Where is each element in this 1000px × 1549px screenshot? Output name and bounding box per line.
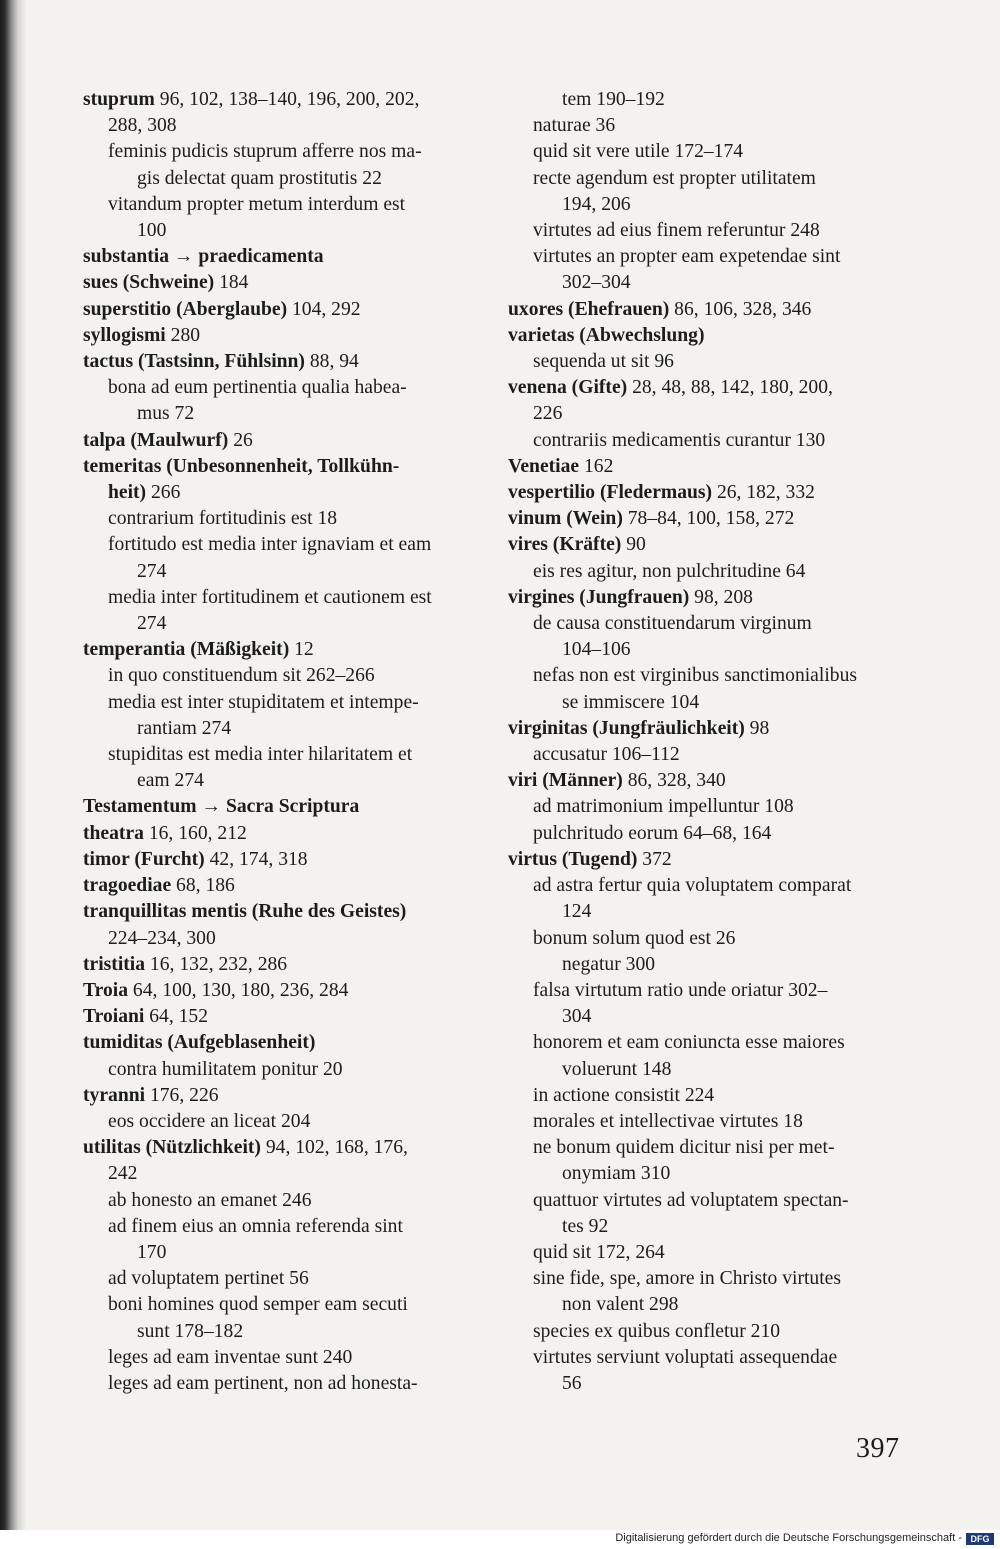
- index-continuation-line: sunt 178–182: [137, 1320, 244, 1342]
- page-references: 86, 106, 328, 346: [669, 298, 812, 320]
- index-heading-line: [83, 637, 493, 663]
- index-subentry-line: bonum solum quod est 26: [533, 927, 736, 949]
- index-heading-line: [508, 375, 918, 401]
- index-keyword: virginitas (Jungfräulichkeit): [508, 717, 745, 739]
- index-continuation-line: 224–234, 300: [108, 927, 216, 949]
- digitization-footer: [0, 1530, 1000, 1549]
- page-references: 162: [579, 455, 614, 477]
- index-subentry-line: leges ad eam inventae sunt 240: [108, 1346, 353, 1368]
- index-heading-line: [83, 847, 493, 873]
- index-heading-line: [83, 794, 493, 820]
- index-column-left: [83, 87, 493, 1397]
- page-references: 78–84, 100, 158, 272: [622, 508, 795, 530]
- index-heading-line: [83, 821, 493, 847]
- index-heading-line: [83, 323, 493, 349]
- page-references: 42, 174, 318: [204, 848, 308, 870]
- page-references: 16, 132, 232, 286: [145, 953, 288, 975]
- index-keyword: Troia: [83, 979, 128, 1001]
- page-references: 88, 94: [304, 351, 359, 373]
- index-heading-line: [83, 1004, 493, 1030]
- index-subentry-line: recte agendum est propter utilitatem: [533, 167, 816, 189]
- index-subentry-line: ad astra fertur quia voluptatem comparat: [533, 875, 852, 897]
- index-subentry-line: virtutes ad eius finem referuntur 248: [533, 220, 820, 242]
- index-subentry-line: bona ad eum pertinentia qualia habea-: [108, 377, 407, 399]
- index-subentry-line: contra humilitatem ponitur 20: [108, 1058, 343, 1080]
- page-references: 94, 102, 168, 176,: [260, 1137, 408, 1159]
- index-continuation-line: se immiscere 104: [562, 691, 700, 713]
- index-continuation-line: 242: [108, 1163, 138, 1185]
- index-keyword: utilitas (Nützlichkeit): [83, 1137, 261, 1159]
- index-continuation-line: 104–106: [562, 639, 631, 661]
- index-subentry-line: boni homines quod semper eam secuti: [108, 1294, 408, 1316]
- index-heading-line: [83, 952, 493, 978]
- page-references: 12: [289, 639, 314, 661]
- index-continuation-line: tes 92: [562, 1215, 609, 1237]
- page-references: 90: [621, 534, 646, 556]
- index-heading-line: [508, 480, 918, 506]
- page-references: 16, 160, 212: [143, 822, 247, 844]
- index-subentry-line: stupiditas est media inter hilaritatem et: [108, 744, 413, 766]
- index-keyword: temeritas (Unbesonnenheit, Tollkühn-: [83, 455, 400, 477]
- index-continuation-line: 170: [137, 1241, 167, 1263]
- index-continuation-line: 274: [137, 613, 167, 635]
- index-subentry-line: ne bonum quidem dicitur nisi per met-: [533, 1137, 835, 1159]
- index-continuation-line: 304: [562, 1006, 592, 1028]
- index-subentry-line: ab honesto an emanet 246: [108, 1189, 312, 1211]
- index-subentry-line: virtutes an propter eam expetendae sint: [533, 246, 841, 268]
- page-references: 98, 208: [689, 586, 753, 608]
- index-continuation-line: 56: [562, 1372, 582, 1394]
- page-references: 96, 102, 138–140, 196, 200, 202,: [154, 89, 420, 110]
- index-heading-line: [83, 480, 493, 506]
- index-heading-line: [83, 428, 493, 454]
- index-continuation-line: 288, 308: [108, 115, 177, 137]
- index-subentry-line: eos occidere an liceat 204: [108, 1110, 311, 1132]
- index-subentry-line: falsa virtutum ratio unde oriatur 302–: [533, 979, 828, 1001]
- index-subentry-line: pulchritudo eorum 64–68, 164: [533, 822, 772, 844]
- index-heading-line: [508, 506, 918, 532]
- index-keyword: stuprum: [83, 89, 155, 110]
- index-keyword: vespertilio (Fledermaus): [508, 482, 713, 504]
- index-keyword: talpa (Maulwurf): [83, 429, 229, 451]
- index-heading-line: [83, 87, 493, 113]
- index-continuation-line: gis delectat quam prostitutis 22: [137, 167, 382, 189]
- index-continuation-line: 302–304: [562, 272, 631, 294]
- index-continuation-line: 100: [137, 220, 167, 242]
- page-references: 372: [637, 848, 672, 870]
- index-column-right: [508, 87, 918, 1397]
- page-references: 184: [214, 272, 249, 294]
- index-subentry-line: sequenda ut sit 96: [533, 351, 674, 373]
- index-heading-line: [83, 244, 493, 270]
- index-heading-line: [83, 1030, 493, 1056]
- index-continuation-line: tem 190–192: [562, 89, 665, 110]
- index-subentry-line: species ex quibus confletur 210: [533, 1320, 781, 1342]
- index-subentry-line: vitandum propter metum interdum est: [108, 193, 406, 215]
- page-references: 86, 328, 340: [622, 770, 726, 792]
- page-references: 176, 226: [145, 1084, 219, 1106]
- dfg-logo-icon: DFG: [966, 1533, 994, 1545]
- index-subentry-line: leges ad eam pertinent, non ad honesta-: [108, 1372, 418, 1394]
- index-heading-line: [508, 532, 918, 558]
- index-heading-line: [508, 585, 918, 611]
- index-keyword: varietas (Abwechslung): [508, 324, 705, 346]
- index-subentry-line: nefas non est virginibus sanctimonialibus: [533, 665, 857, 687]
- page-references: 64, 100, 130, 180, 236, 284: [128, 979, 349, 1001]
- page-number: 397: [856, 1433, 900, 1464]
- index-subentry-line: in quo constituendum sit 262–266: [108, 665, 375, 687]
- index-keyword: tyranni: [83, 1084, 146, 1106]
- index-heading-line: [83, 454, 493, 480]
- index-subentry-line: contrarium fortitudinis est 18: [108, 508, 338, 530]
- index-subentry-line: fortitudo est media inter ignaviam et eam: [108, 534, 432, 556]
- page-references: 266: [146, 482, 181, 504]
- index-heading-line: [508, 716, 918, 742]
- index-heading-line: [508, 847, 918, 873]
- index-keyword: Troiani: [83, 1006, 145, 1028]
- index-heading-line: [83, 978, 493, 1004]
- index-subentry-line: ad matrimonium impelluntur 108: [533, 796, 794, 818]
- index-keyword: substantia → praedicamenta: [83, 246, 324, 268]
- index-subentry-line: quid sit vere utile 172–174: [533, 141, 744, 163]
- page-references: 280: [165, 324, 201, 346]
- index-heading-line: [83, 297, 493, 323]
- index-keyword: vinum (Wein): [508, 508, 623, 530]
- index-keyword: syllogismi: [83, 324, 166, 346]
- index-continuation-line: mus 72: [137, 403, 195, 425]
- index-subentry-line: quid sit 172, 264: [533, 1241, 665, 1263]
- index-continuation-line: 194, 206: [562, 193, 631, 215]
- page-references: 64, 152: [144, 1006, 209, 1028]
- index-subentry-line: feminis pudicis stuprum afferre nos ma-: [108, 141, 422, 163]
- index-keyword: superstitio (Aberglaube): [83, 298, 288, 320]
- index-continuation-line: 274: [137, 560, 167, 582]
- index-keyword: tumiditas (Aufgeblasenheit): [83, 1032, 316, 1054]
- index-subentry-line: contrariis medicamentis curantur 130: [533, 429, 826, 451]
- index-keyword: tristitia: [83, 953, 146, 975]
- index-continuation-line: non valent 298: [562, 1294, 679, 1316]
- index-continuation-line: eam 274: [137, 770, 204, 792]
- index-subentry-line: morales et intellectivae virtutes 18: [533, 1110, 803, 1132]
- index-heading-line: [508, 297, 918, 323]
- index-subentry-line: accusatur 106–112: [533, 744, 680, 766]
- index-heading-line: [83, 1083, 493, 1109]
- index-continuation-line: onymiam 310: [562, 1163, 671, 1185]
- index-keyword: tragoediae: [83, 875, 172, 897]
- index-subentry-line: ad voluptatem pertinet 56: [108, 1268, 309, 1290]
- index-heading-line: [83, 349, 493, 375]
- index-subentry-line: sine fide, spe, amore in Christo virtutes: [533, 1268, 841, 1290]
- page-references: 68, 186: [171, 875, 235, 897]
- index-heading-line: [83, 899, 493, 925]
- index-subentry-line: quattuor virtutes ad voluptatem spectan-: [533, 1189, 849, 1211]
- page-references: 26, 182, 332: [712, 482, 815, 504]
- page-references: 28, 48, 88, 142, 180, 200,: [627, 377, 833, 399]
- index-heading-line: [83, 873, 493, 899]
- index-keyword: virtus (Tugend): [508, 848, 638, 870]
- index-continuation-line: negatur 300: [562, 953, 656, 975]
- index-subentry-line: ad finem eius an omnia referenda sint: [108, 1215, 403, 1237]
- index-keyword: Venetiae: [508, 455, 580, 477]
- index-continuation-line: rantiam 274: [137, 717, 232, 739]
- index-continuation-line: voluerunt 148: [562, 1058, 672, 1080]
- index-subentry-line: honorem et eam coniuncta esse maiores: [533, 1032, 845, 1054]
- funding-credit: Digitalisierung gefördert durch die Deutsche Forschungsgemeinschaft -: [615, 1532, 962, 1544]
- index-heading-line: [83, 1135, 493, 1161]
- index-keyword: timor (Furcht): [83, 848, 205, 870]
- index-heading-line: [508, 323, 918, 349]
- index-subentry-line: in actione consistit 224: [533, 1084, 715, 1106]
- index-keyword: virgines (Jungfrauen): [508, 586, 690, 608]
- index-subentry-line: media est inter stupiditatem et intempe-: [108, 691, 419, 713]
- index-keyword: heit): [108, 482, 147, 504]
- index-subentry-line: eis res agitur, non pulchritudine 64: [533, 560, 806, 582]
- page-references: 104, 292: [287, 298, 361, 320]
- index-keyword: temperantia (Mäßigkeit): [83, 639, 290, 661]
- page-references: 98: [744, 717, 770, 739]
- index-keyword: uxores (Ehefrauen): [508, 298, 670, 320]
- index-keyword: viri (Männer): [508, 770, 623, 792]
- index-continuation-line: 124: [562, 901, 592, 923]
- index-keyword: tranquillitas mentis (Ruhe des Geistes): [83, 901, 407, 923]
- index-continuation-line: 226: [533, 403, 563, 425]
- index-subentry-line: de causa constituendarum virginum: [533, 613, 812, 635]
- index-keyword: sues (Schweine): [83, 272, 215, 294]
- index-subentry-line: naturae 36: [533, 115, 616, 137]
- index-subentry-line: media inter fortitudinem et cautionem est: [108, 586, 432, 608]
- index-keyword: venena (Gifte): [508, 377, 628, 399]
- index-keyword: theatra: [83, 822, 144, 844]
- index-keyword: tactus (Tastsinn, Fühlsinn): [83, 351, 305, 373]
- index-keyword: Testamentum → Sacra Scriptura: [83, 796, 360, 818]
- index-heading-line: [508, 768, 918, 794]
- index-keyword: vires (Kräfte): [508, 534, 622, 556]
- index-heading-line: [508, 454, 918, 480]
- book-spine-shadow: [0, 0, 26, 1530]
- index-heading-line: [83, 270, 493, 296]
- page-references: 26: [228, 429, 253, 451]
- index-subentry-line: virtutes serviunt voluptati assequendae: [533, 1346, 838, 1368]
